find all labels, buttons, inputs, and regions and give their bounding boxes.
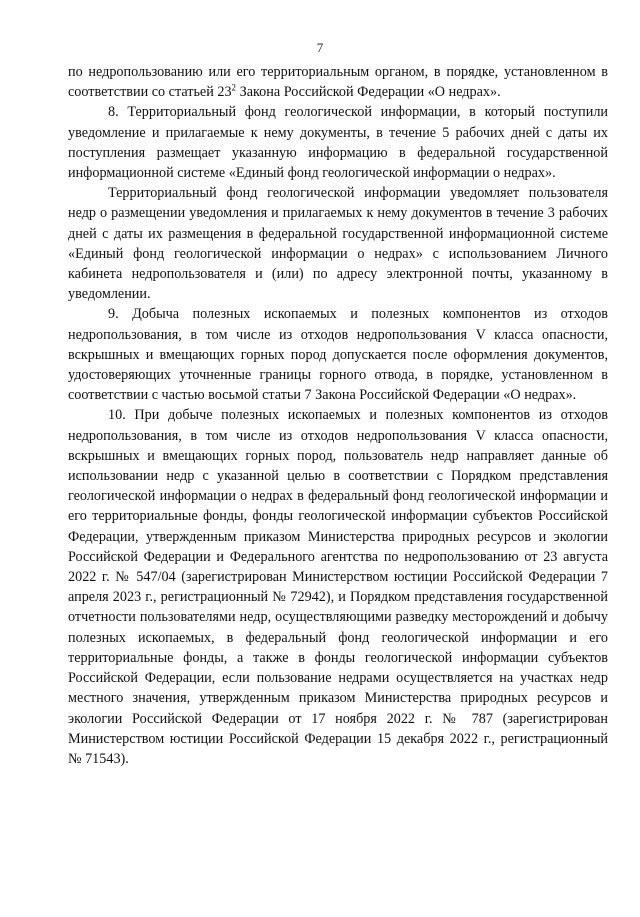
paragraph-text-after-sup: Закона Российской Федерации «О недрах».	[236, 84, 501, 101]
paragraph-item-9: 9. Добыча полезных ископаемых и полезных компонентов из отходов недропользования, в том числе из отходов недропользования V класса опасности, вскрышных и вмещающих горных пород допускается после оформления документов, удостоверяющих уточненные границы горного отвода, в порядке, установленном в соответствии с частью восьмой статьи 7 Закона Российской Федерации «О недрах».	[68, 306, 608, 404]
document-body	[68, 62, 608, 769]
paragraph-item-10: 10. При добыче полезных ископаемых и полезных компонентов из отходов недропользования, в том числе из отходов недропользования V класса опасности, вскрышных и вмещающих горных пород, пользователь недр направляет данные об использовании недр с указанной целью в соответствии с Порядком представления геологической информации о недрах в федеральный фонд геологической информации и его территориальные фонды, фонды геологической информации субъектов Российской Федерации, утвержденным приказом Министерства природных ресурсов и экологии Российской Федерации и Федерального агентства по недропользованию от 23 августа 2022 г. № 547/04 (зарегистрирован Министерством юстиции Российской Федерации 7 апреля 2023 г., регистрационный № 72942), и Порядком представления государственной отчетности пользователями недр, осуществляющими разведку месторождений и добычу полезных ископаемых, в федеральный фонд геологической информации и его территориальные фонды, а также в фонды геологической информации субъектов Российской Федерации, если пользование недрами осуществляется на участках недр местного значения, утвержденным приказом Министерства природных ресурсов и экологии Российской Федерации от 17 ноября 2022 г. № 787 (зарегистрирован Министерством юстиции Российской Федерации 15 декабря 2022 г., регистрационный № 71543).	[68, 407, 608, 767]
paragraph-item-8: 8. Территориальный фонд геологической информации, в который поступили уведомление и прилагаемые к нему документы, в течение 5 рабочих дней с даты их поступления размещает указанную информацию в федеральной государственной информационной системе «Единый фонд геологической информации о недрах».	[68, 104, 608, 182]
paragraph-item-8-notice: Территориальный фонд геологической информации уведомляет пользователя недр о размещении уведомления и прилагаемых к нему документов в течение 3 рабочих дней с даты их размещения в федеральной государственной информационной системе «Единый фонд геологической информации о недрах» с использованием Личного кабинета недропользователя и (или) по адресу электронной почты, указанному в уведомлении.	[68, 185, 608, 303]
paragraph-continuation	[68, 62, 608, 102]
article-superscript: 2	[231, 82, 237, 93]
paragraph-text-before-sup: по недропользованию или его территориальным органом, в порядке, установленном в соответствии со статьей 23	[68, 64, 608, 101]
page-number: 7	[316, 40, 324, 55]
